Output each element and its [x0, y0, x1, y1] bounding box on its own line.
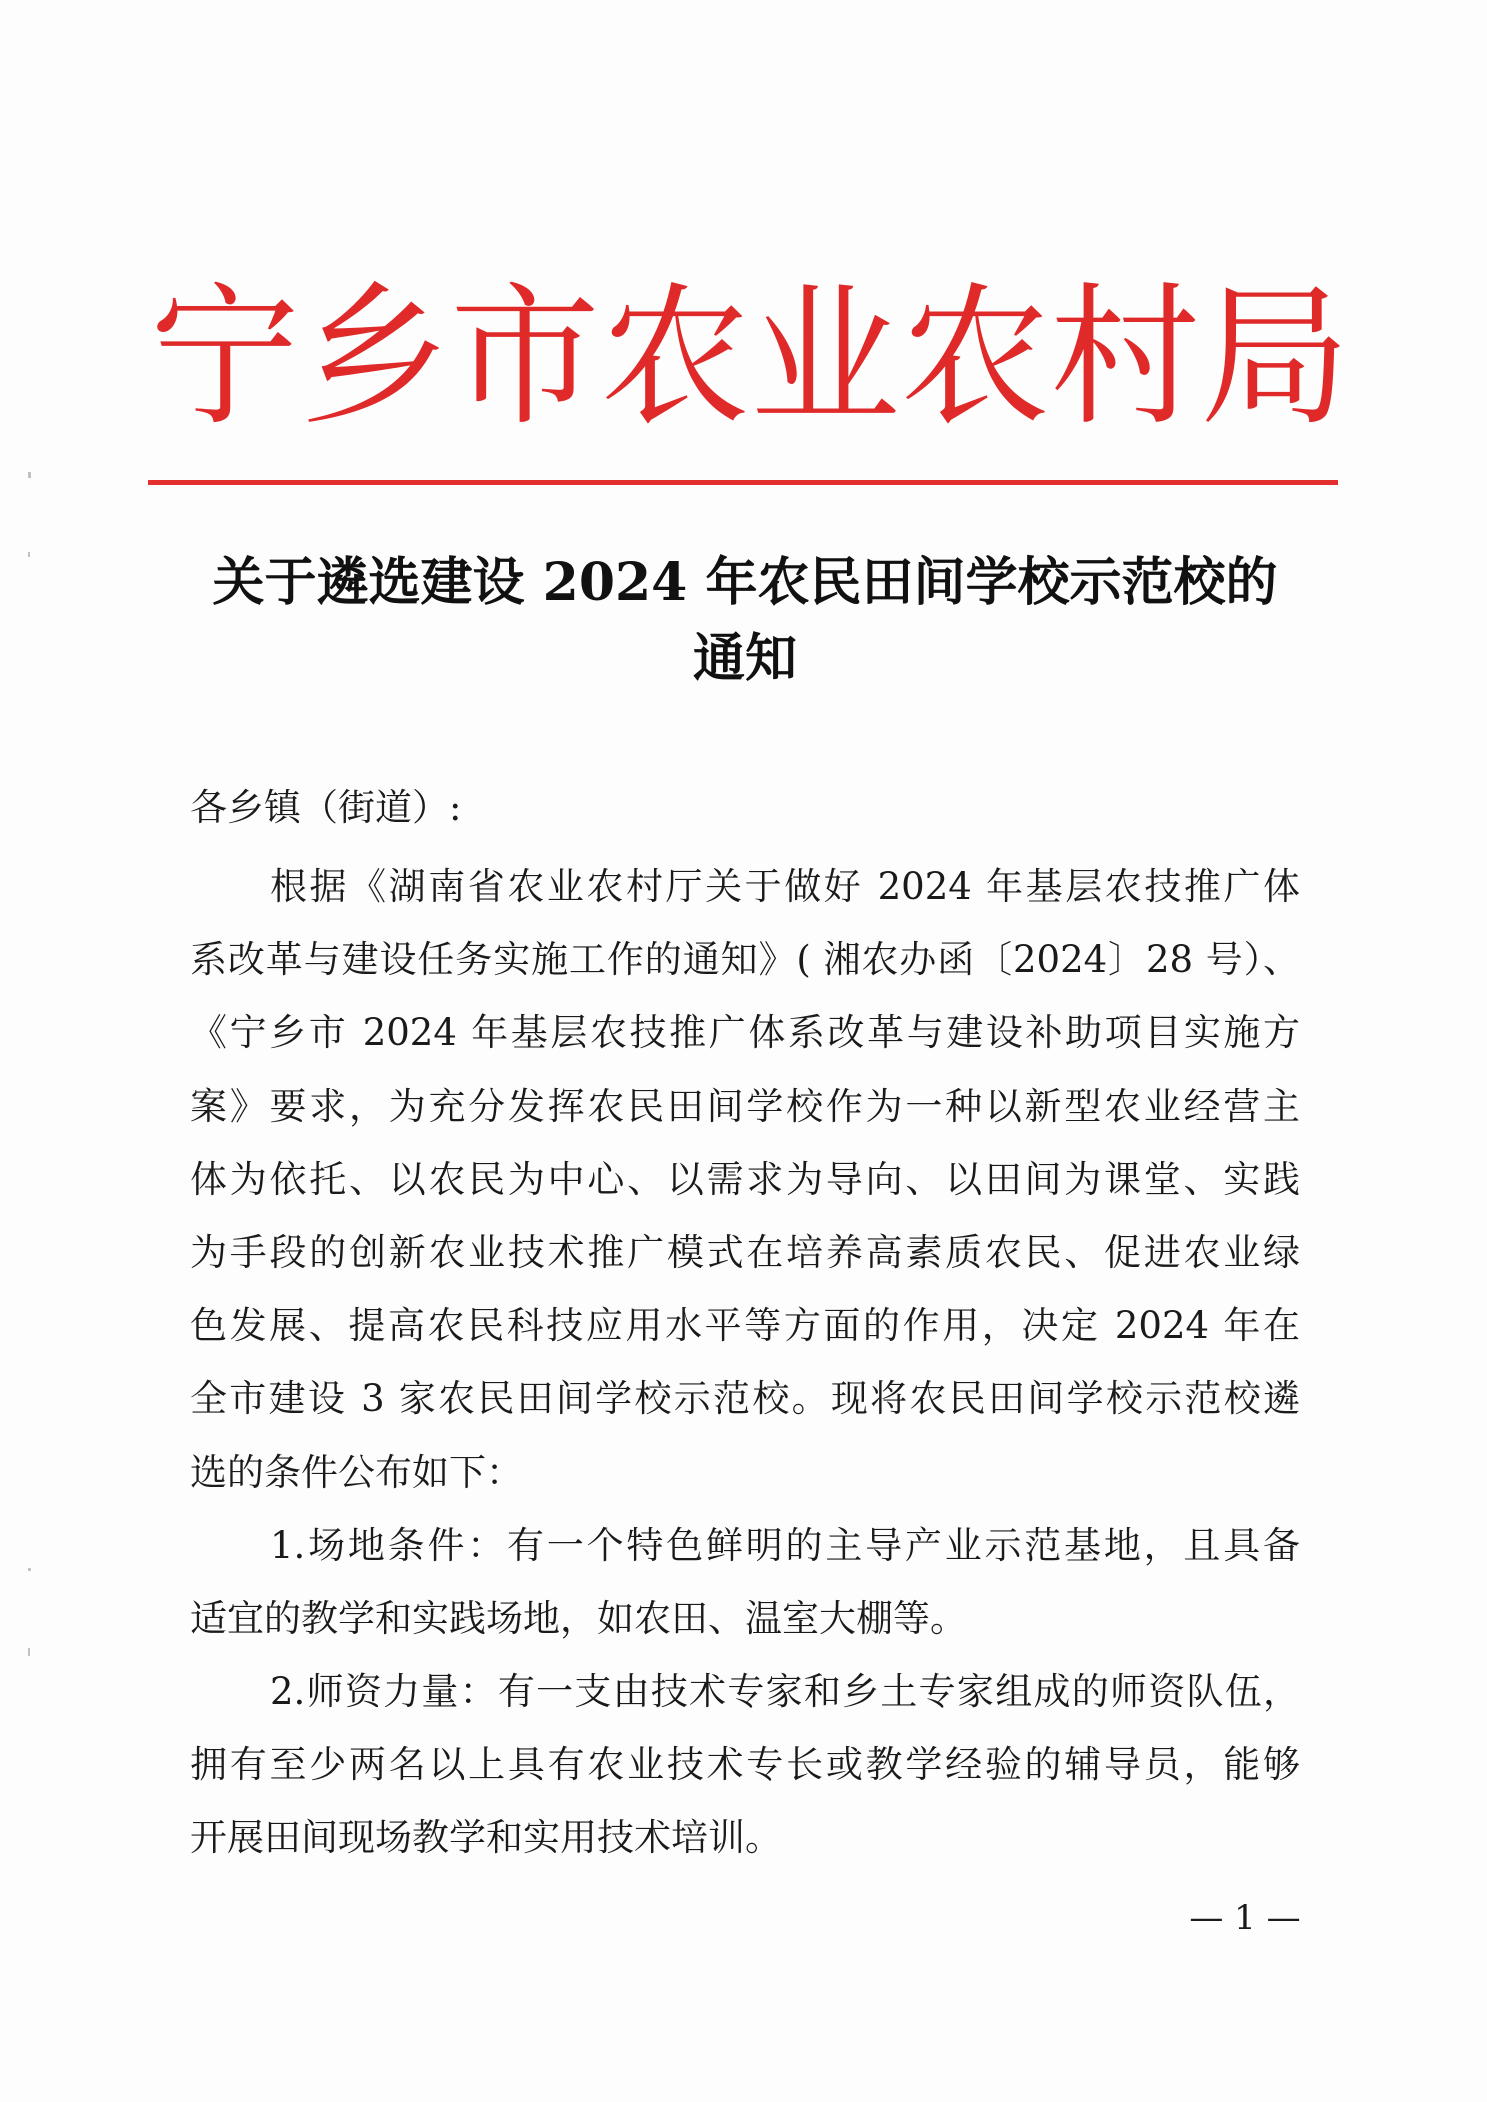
- scan-artifact: [28, 1648, 30, 1656]
- document-title: [140, 545, 1350, 697]
- body-line: 拥有至少两名以上具有农业技术专长或教学经验的辅导员，能够: [190, 1743, 1300, 1787]
- red-divider-line: [148, 480, 1338, 485]
- body-line: 案》要求，为充分发挥农民田间学校作为一种以新型农业经营主: [190, 1084, 1300, 1128]
- title-line-2: 通知: [692, 628, 797, 689]
- header-char: 乡: [300, 269, 451, 447]
- scan-artifact: [28, 552, 30, 557]
- header-char: 局: [1200, 269, 1351, 447]
- header-char: 农: [900, 269, 1051, 447]
- body-line: 色发展、提高农民科技应用水平等方面的作用，决定 2024 年在: [190, 1304, 1300, 1348]
- document-body: [190, 850, 1300, 1875]
- body-line: 2.师资力量：有一支由技术专家和乡土专家组成的师资队伍，: [270, 1670, 1300, 1714]
- body-line: 体为依托、以农民为中心、以需求为导向、以田间为课堂、实践: [190, 1157, 1300, 1201]
- body-line: 开展田间现场教学和实用技术培训。: [190, 1816, 782, 1860]
- scan-artifact: [28, 472, 31, 478]
- title-line-1: 关于遴选建设 2024 年农民田间学校示范校的: [212, 552, 1278, 613]
- header-char: 农: [600, 269, 751, 447]
- body-line: 1.场地条件：有一个特色鲜明的主导产业示范基地，且具备: [270, 1523, 1300, 1567]
- body-line: 适宜的教学和实践场地，如农田、温室大棚等。: [190, 1596, 967, 1640]
- issuing-authority-header: [150, 268, 1351, 448]
- page-number: — 1 —: [1189, 1898, 1301, 1938]
- body-line: 根据《湖南省农业农村厅关于做好 2024 年基层农技推广体: [270, 865, 1300, 908]
- body-line: 《宁乡市 2024 年基层农技推广体系改革与建设补助项目实施方: [190, 1011, 1300, 1055]
- body-line: 全市建设 3 家农民田间学校示范校。现将农民田间学校示范校遴: [190, 1377, 1300, 1421]
- salutation: 各乡镇（街道）:: [190, 786, 462, 829]
- body-line: 为手段的创新农业技术推广模式在培养高素质农民、促进农业绿: [190, 1230, 1300, 1274]
- header-char: 业: [750, 269, 901, 447]
- body-line: 选的条件公布如下：: [190, 1450, 523, 1494]
- scan-artifact: [28, 1568, 31, 1571]
- header-char: 市: [450, 269, 601, 447]
- body-line: 系改革与建设任务实施工作的通知》( 湘农办函〔2024〕28 号）、: [190, 938, 1300, 982]
- header-char: 村: [1050, 269, 1201, 447]
- header-char: 宁: [150, 269, 301, 447]
